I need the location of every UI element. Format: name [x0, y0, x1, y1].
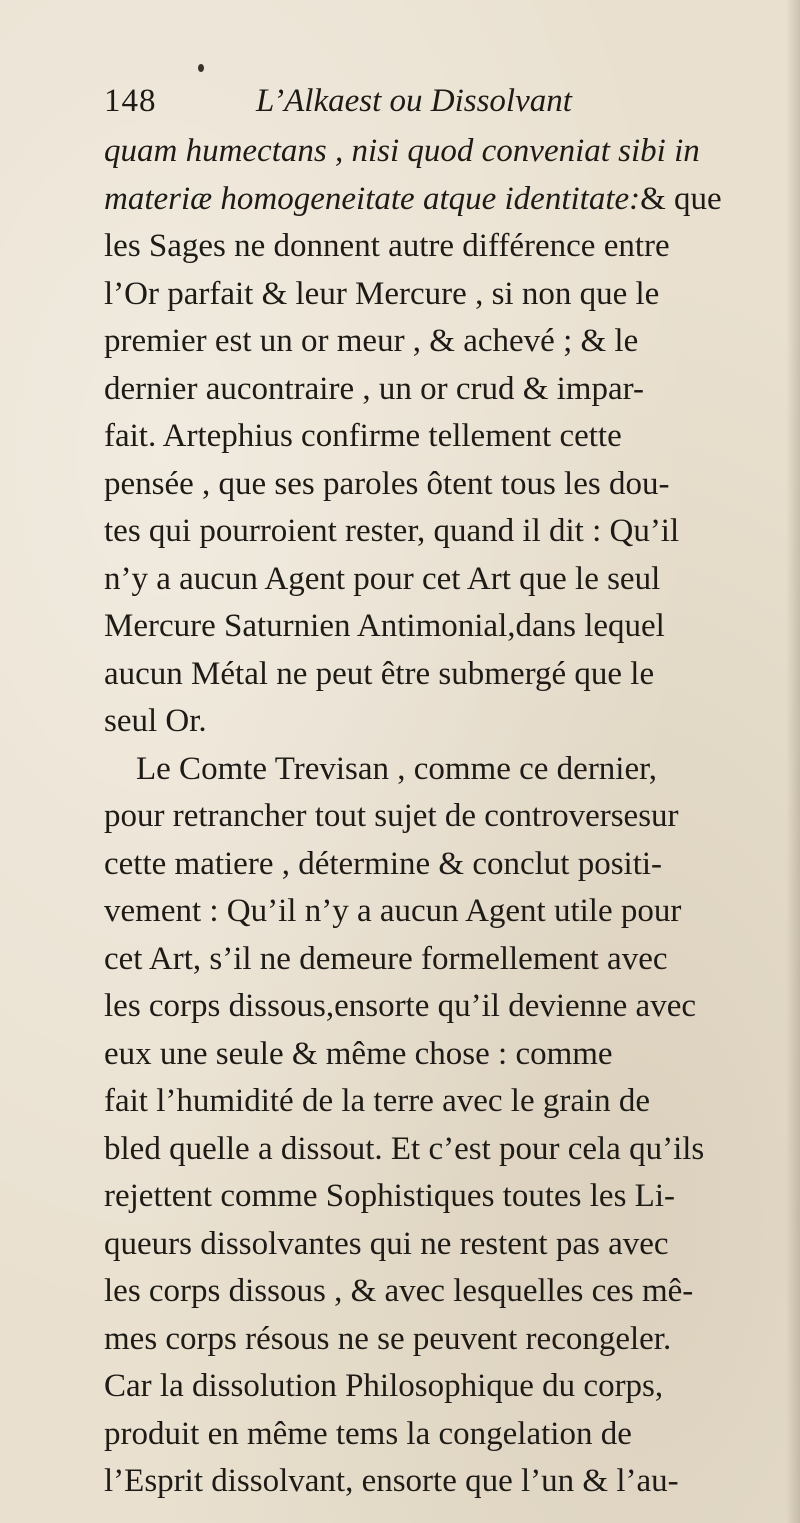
text-line: vement : Qu’il n’y a aucun Agent utile pour — [104, 893, 682, 929]
text-line: tes qui pourroient rester, quand il dit : Qu’il — [104, 513, 680, 549]
text-line: les corps dissous,ensorte qu’il devienne avec — [104, 988, 697, 1024]
text-line: l’Or parfait & leur Mercure , si non que le — [104, 275, 660, 312]
text-line: seul Or. — [104, 703, 207, 739]
text-line: mes corps résous ne se peuvent recongeler. — [104, 1320, 672, 1357]
text-line: premier est un or meur , & achevé ; & le — [104, 323, 639, 359]
text-line: queurs dissolvantes qui ne restent pas avec — [104, 1225, 669, 1262]
text-line: Mercure Saturnien Antimonial,dans lequel — [104, 608, 665, 644]
text-line: cette matiere , détermine & conclut positi- — [104, 845, 663, 882]
text-line: rejettent comme Sophistiques toutes les Li- — [104, 1178, 675, 1214]
body-text — [104, 128, 794, 1506]
text-line: produit en même tems la congelation de — [104, 1415, 632, 1452]
text-line: fait l’humidité de la terre avec le grain de — [104, 1083, 651, 1119]
text-line: pour retrancher tout sujet de controversesur — [104, 798, 679, 834]
text-line: Car la dissolution Philosophique du corps, — [104, 1368, 664, 1404]
text-line: cet Art, s’il ne demeure formellement avec — [104, 940, 668, 977]
text-line: eux une seule & même chose : comme — [104, 1035, 613, 1072]
text-line: l’Esprit dissolvant, ensorte que l’un & l’au- — [104, 1463, 679, 1499]
page-number: 148 — [104, 83, 157, 119]
text-line: dernier aucontraire , un or crud & impar- — [104, 370, 644, 407]
text-line — [104, 176, 794, 224]
text-line: pensée , que ses paroles ôtent tous les dou- — [104, 465, 670, 502]
latin-quote: materiæ homogeneitate atque identitate: — [104, 180, 641, 217]
paragraph-start-line: Le Comte Trevisan , comme ce dernier, — [136, 750, 658, 787]
latin-quote: quam humectans , nisi quod conveniat sibi in — [104, 133, 700, 169]
text-line: aucun Métal ne peut être submergé que le — [104, 655, 655, 692]
page-header — [104, 78, 724, 124]
text-line: fait. Artephius confirme tellement cette — [104, 418, 622, 454]
text-line — [104, 128, 794, 176]
ink-mark — [198, 64, 204, 72]
text-line: les corps dissous , & avec lesquelles ces mê- — [104, 1273, 694, 1309]
text-line: les Sages ne donnent autre différence entre — [104, 228, 670, 264]
running-title: L’Alkaest ou Dissolvant — [256, 83, 572, 119]
line-text: & que — [640, 180, 722, 217]
text-line: bled quelle a dissout. Et c’est pour cela qu’ils — [104, 1130, 705, 1167]
text-line: n’y a aucun Agent pour cet Art que le seul — [104, 560, 661, 597]
